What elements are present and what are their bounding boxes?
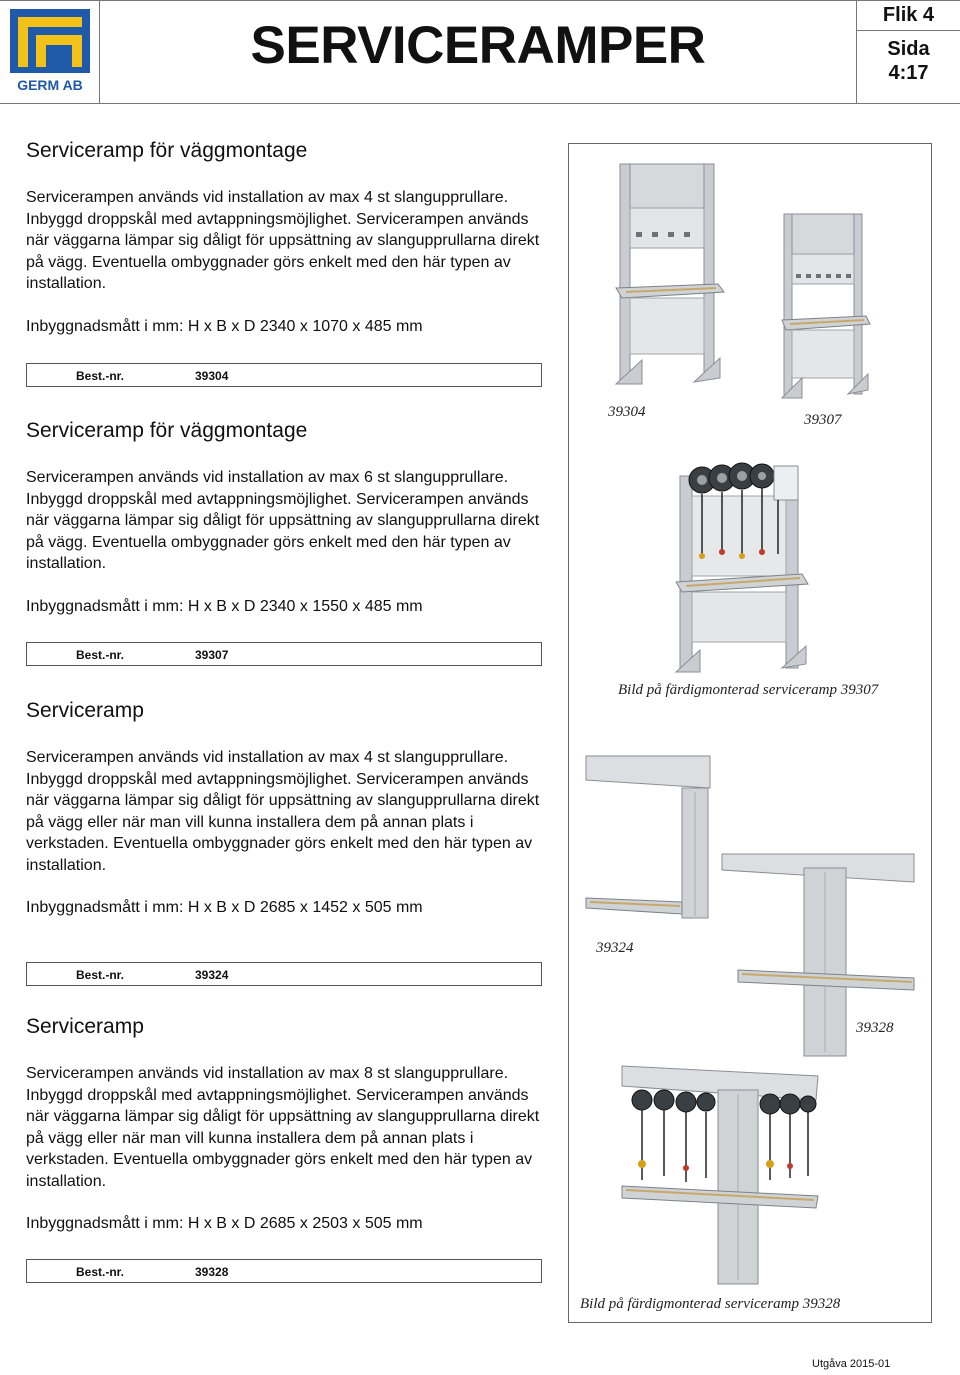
product-section-39324 — [26, 699, 546, 918]
ramp-39324-image — [582, 752, 716, 922]
page-header — [0, 0, 960, 104]
section-dimensions: Inbyggnadsmått i mm: H x B x D 2340 x 1070 x 485 mm — [26, 317, 423, 335]
section-dimensions: Inbyggnadsmått i mm: H x B x D 2340 x 1550 x 485 mm — [26, 597, 423, 615]
page-value: 4:17 — [888, 62, 929, 84]
product-section-39304 — [26, 139, 546, 337]
section-description: Servicerampen används vid installation av max 8 st slangupprullare. Inbyggd droppskål med avtappningsmöjlighet. Servicerampen används när väggarna lämpar sig dåligt för uppsättning av slangupprullarna direkt på vägg eller när man vill kunna installera dem på annan plats i verkstaden. Eventuella ombyggnader görs enkelt med den här typen av installation. — [26, 1065, 540, 1190]
section-dimensions: Inbyggnadsmått i mm: H x B x D 2685 x 2503 x 505 mm — [26, 1215, 423, 1232]
order-number-label: Best.-nr. — [76, 1265, 125, 1279]
order-number-value: 39324 — [195, 968, 229, 982]
product-section-39328 — [26, 1015, 546, 1234]
caption-39328: 39328 — [856, 1020, 894, 1036]
order-number-label: Best.-nr. — [76, 968, 125, 982]
section-heading: Serviceramp — [26, 699, 144, 722]
order-number-box — [26, 642, 542, 666]
section-description: Servicerampen används vid installation av max 4 st slangupprullare. Inbyggd droppskål med avtappningsmöjlighet. Servicerampen används när väggarna lämpar sig dåligt för uppsättning av slangupprullarna direkt på vägg eller när man vill kunna installera dem på annan plats i verkstaden. Eventuella ombyggnader görs enkelt med den här typen av installation. — [26, 749, 540, 874]
germ-logo-icon — [0, 1, 100, 104]
section-description: Servicerampen används vid installation av max 6 st slangupprullare. Inbyggd droppskål med avtappningsmöjlighet. Servicerampen används när väggarna lämpar sig dåligt för uppsättning av slangupprullarna direkt på vägg. Eventuella ombyggnader görs enkelt med den här typen av installation. — [26, 469, 540, 572]
section-description: Servicerampen används vid installation av max 4 st slangupprullare. Inbyggd droppskål med avtappningsmöjlighet. Servicerampen används när väggarna lämpar sig dåligt för uppsättning av slangupprullarna direkt på vägg. Eventuella ombyggnader görs enkelt med den här typen av installation. — [26, 189, 540, 292]
assembled-ramp-39328-image — [618, 1060, 826, 1286]
page-label: Sida — [887, 38, 930, 60]
ramp-39304-image — [612, 160, 732, 392]
edition-footer: Utgåva 2015-01 — [812, 1358, 891, 1370]
order-number-value: 39307 — [195, 648, 229, 662]
caption-39304: 39304 — [608, 404, 646, 420]
order-number-label: Best.-nr. — [76, 648, 125, 662]
order-number-label: Best.-nr. — [76, 369, 125, 383]
caption-39307: 39307 — [804, 412, 842, 428]
section-dimensions: Inbyggnadsmått i mm: H x B x D 2685 x 1452 x 505 mm — [26, 899, 423, 916]
assembled-ramp-39307-image — [670, 456, 820, 674]
section-heading: Serviceramp för väggmontage — [26, 139, 308, 162]
svg-text:GERM AB: GERM AB — [17, 77, 83, 93]
order-number-box — [26, 1259, 542, 1283]
title-cell — [100, 1, 856, 104]
caption-assembled-39328: Bild på färdigmonterad serviceramp 39328 — [580, 1296, 841, 1312]
logo — [0, 1, 100, 104]
caption-39324: 39324 — [596, 940, 634, 956]
page-title: SERVICERAMPER — [250, 16, 706, 75]
page-number — [857, 37, 960, 85]
product-section-39307 — [26, 419, 546, 617]
caption-assembled-39307: Bild på färdigmonterad serviceramp 39307 — [618, 682, 879, 698]
order-number-box — [26, 363, 542, 387]
section-heading: Serviceramp för väggmontage — [26, 419, 308, 442]
order-number-value: 39328 — [195, 1265, 229, 1279]
tab-label: Flik 4 — [857, 1, 960, 31]
ramp-39307-image — [778, 210, 874, 402]
order-number-value: 39304 — [195, 369, 229, 383]
page-meta — [856, 1, 960, 104]
order-number-box — [26, 962, 542, 986]
section-heading: Serviceramp — [26, 1015, 144, 1038]
